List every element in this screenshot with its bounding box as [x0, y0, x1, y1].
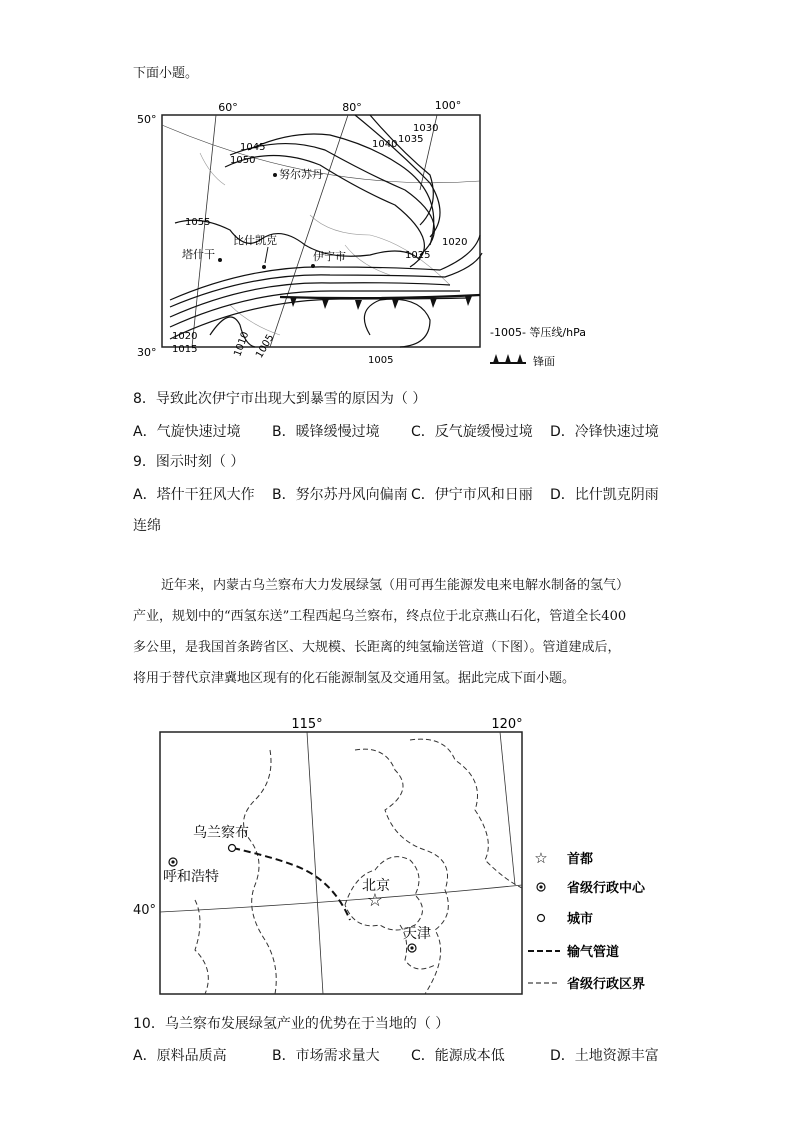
q9-stem: 9．图示时刻（ ）: [133, 454, 245, 470]
place-nursultan: 努尔苏丹: [279, 168, 323, 181]
q8-stem: 8．导致此次伊宁市出现大到暴雪的原因为（ ）: [133, 391, 427, 407]
q9-option-a[interactable]: A．塔什干狂风大作: [133, 487, 255, 503]
q8-option-d[interactable]: D．冷锋快速过境: [550, 424, 659, 440]
place-hohhot: 呼和浩特: [163, 869, 219, 885]
city-dot: [262, 265, 266, 269]
q10-stem: 10．乌兰察布发展绿氢产业的优势在于当地的（ ）: [133, 1016, 450, 1032]
isobar-map: [130, 95, 600, 370]
place-yining: 伊宁市: [313, 250, 346, 263]
isobar-label: 1045: [240, 142, 266, 153]
city-icon: [538, 915, 545, 922]
q9-option-d[interactable]: D．比什凯克阴雨: [550, 487, 659, 503]
isobar-label: 1040: [372, 139, 398, 150]
lat-40: 40°: [133, 903, 157, 918]
capital-star-icon: ☆: [366, 890, 384, 911]
city-dot: [218, 258, 222, 262]
lon-80: 80°: [342, 101, 362, 114]
q8-option-a[interactable]: A．气旋快速过境: [133, 424, 241, 440]
lon-115: 115°: [291, 717, 323, 732]
meridian-80: [270, 115, 348, 347]
place-tashkent: 塔什干: [182, 248, 215, 261]
isobar-label: 1035: [398, 134, 424, 145]
city-marker: [229, 845, 236, 852]
meridian-120: [500, 732, 515, 885]
q8-option-b[interactable]: B．暖锋缓慢过境: [272, 424, 380, 440]
star-icon: ☆: [534, 849, 548, 867]
map2-frame: [160, 732, 522, 994]
meridian-115: [307, 732, 323, 994]
front-line: [280, 295, 480, 298]
legend-front: 锋面: [533, 355, 555, 368]
place-beijing: 北京: [362, 878, 390, 894]
isobar-label: 1050: [230, 155, 256, 166]
isobar-label: 1015: [172, 344, 198, 355]
isobar-label: 1030: [413, 123, 439, 134]
q10-option-a[interactable]: A．原料品质高: [133, 1048, 227, 1064]
legend-capital: 首都: [567, 852, 594, 867]
passage-line-2: 产业，规划中的“西氢东送”工程西起乌兰察布，终点位于北京燕山石化，管道全长400: [133, 609, 627, 624]
q9-option-c[interactable]: C．伊宁市风和日丽: [411, 487, 533, 503]
isobar-label: 1005: [254, 332, 277, 361]
city-dot: [311, 264, 315, 268]
place-tianjin: 天津: [403, 926, 431, 942]
parallel-40: [160, 885, 522, 912]
province-borders: [195, 739, 522, 994]
map1-frame: [162, 115, 480, 347]
legend-province-border: 省级行政区界: [567, 977, 646, 992]
legend-pipeline: 输气管道: [567, 945, 620, 960]
passage-line-3: 多公里，是我国首条跨省区、大规模、长距离的纯氢输送管道（下图）。管道建成后，: [133, 640, 621, 655]
city-dot: [273, 173, 277, 177]
q9-option-d-wrap: 连绵: [133, 518, 161, 534]
isobar-label: 1020: [172, 331, 198, 342]
passage-line-4: 将用于替代京津冀地区现有的化石能源制氢及交通用氢。据此完成下面小题。: [133, 671, 576, 686]
legend-provincial-capital: 省级行政中心: [567, 881, 646, 896]
meridian-60: [192, 115, 216, 347]
pipeline-map: [155, 710, 675, 1000]
isobar-label: 1020: [442, 237, 468, 248]
isobar-label: 1010: [232, 330, 252, 359]
lat-30: 30°: [137, 346, 157, 359]
hydrogen-pipeline: [233, 848, 350, 920]
q9-option-b[interactable]: B．努尔苏丹风向偏南: [272, 487, 408, 503]
legend-isobar: -1005- 等压线/hPa: [490, 326, 586, 339]
lon-60: 60°: [218, 101, 238, 114]
lon-100: 100°: [434, 99, 462, 112]
q10-option-c[interactable]: C．能源成本低: [411, 1048, 505, 1064]
isobar-label: 1055: [185, 217, 211, 228]
legend-front-symbol: [490, 354, 526, 363]
passage-line-1: 近年来，内蒙古乌兰察布大力发展绿氢（用可再生能源发电来电解水制备的氢气）: [161, 578, 630, 593]
q8-option-c[interactable]: C．反气旋缓慢过境: [411, 424, 533, 440]
isobars: [170, 115, 482, 347]
place-ulanqab: 乌兰察布: [193, 825, 249, 841]
legend-city: 城市: [567, 912, 594, 927]
isobar-label: 1005: [368, 355, 394, 366]
q10-option-d[interactable]: D．土地资源丰富: [550, 1048, 659, 1064]
lat-50: 50°: [137, 113, 157, 126]
pointer-arrow: [265, 247, 268, 263]
isobar-label: 1025: [405, 250, 431, 261]
intro-tail: 下面小题。: [133, 66, 199, 81]
place-bishkek: 比什凯克: [233, 234, 277, 247]
q10-option-b[interactable]: B．市场需求量大: [272, 1048, 380, 1064]
lon-120: 120°: [491, 717, 523, 732]
